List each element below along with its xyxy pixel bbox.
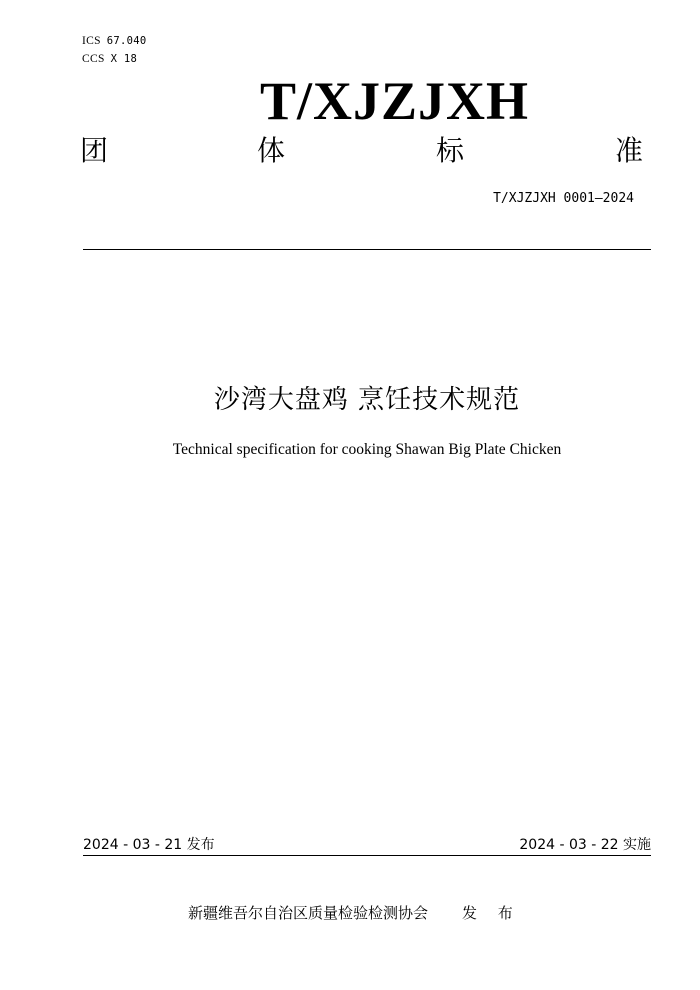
issue-date: 2024 - 03 - 21 发布 [83, 837, 215, 853]
ics-value: 67.040 [106, 35, 147, 47]
ics-classification [82, 34, 147, 47]
document-title-english: Technical specification for cooking Shawan Big Plate Chicken [172, 441, 562, 458]
publisher-name: 新疆维吾尔自治区质量检验检测协会 [188, 904, 429, 922]
top-divider [83, 249, 651, 250]
standard-type-char-4: 准 [615, 134, 644, 167]
publish-action: 发 布 [462, 904, 521, 922]
standard-code-logo: T/XJZJXH [260, 71, 530, 131]
ics-label: ICS [82, 35, 101, 47]
bottom-divider [83, 855, 651, 856]
ccs-classification [82, 52, 137, 65]
document-title-chinese: 沙湾大盘鸡 烹饪技术规范 [213, 385, 521, 415]
standard-type-char-2: 体 [257, 134, 286, 167]
implementation-date: 2024 - 03 - 22 实施 [519, 837, 651, 853]
publisher-line [188, 902, 521, 923]
standard-type-char-1: 团 [80, 134, 109, 167]
ccs-label: CCS [82, 53, 105, 65]
ccs-value: X 18 [110, 53, 138, 65]
standard-number: T/XJZJXH 0001—2024 [493, 191, 634, 206]
standard-type-char-3: 标 [436, 134, 465, 167]
